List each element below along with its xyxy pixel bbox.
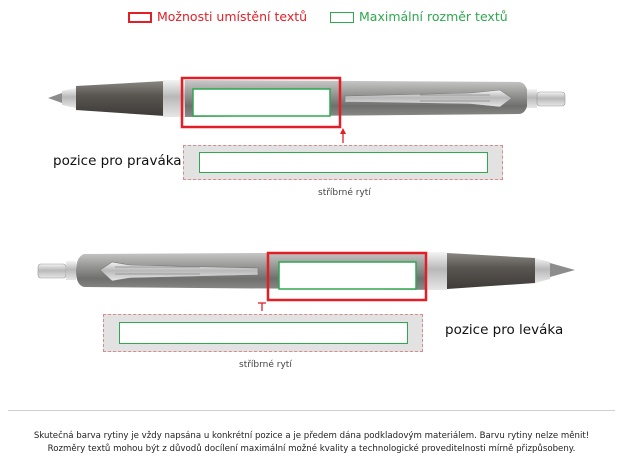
right-hand-engraving-caption: stříbrné rytí: [318, 188, 371, 198]
pen-right-hand-image: [0, 0, 623, 160]
right-hand-max-text-box: [199, 152, 488, 173]
right-hand-position-label: pozice pro praváka: [53, 153, 182, 169]
left-hand-engraving-strip: [103, 314, 423, 352]
footer-divider: [8, 410, 615, 411]
left-hand-max-text-box: [119, 322, 408, 344]
left-hand-engraving-caption: stříbrné rytí: [239, 360, 292, 370]
right-hand-engraving-strip: [183, 145, 503, 180]
footer-note-line-1: Skutečná barva rytiny je vždy napsána u konkrétní pozice a je předem dána podkladovým materiálem. Barvu rytiny nelze měnit!: [33, 431, 590, 441]
footer-note-line-2: Rozměry textů mohou být z důvodů docílení maximální možné kvality a technologické proveditelnosti mírně přizpůsobeny.: [47, 444, 576, 454]
pen-left-hand-image: [0, 200, 623, 320]
left-hand-position-label: pozice pro leváka: [445, 322, 564, 338]
placement-legend-label: Možnosti umístění textů: [157, 9, 308, 24]
max-size-legend-label: Maximální rozměr textů: [359, 9, 508, 24]
